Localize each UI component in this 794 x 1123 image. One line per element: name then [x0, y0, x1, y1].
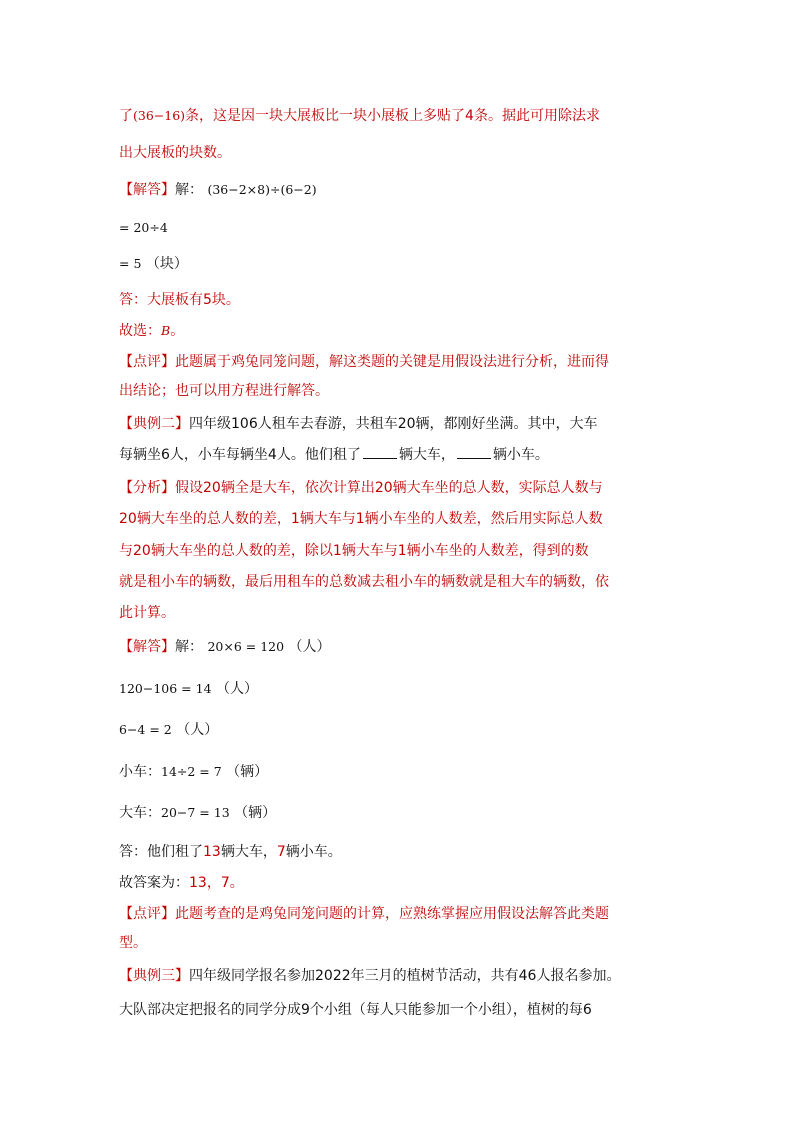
analysis2-line-3: 与20辆大车坐的总人数的差，除以1辆大车与1辆小车坐的人数差，得到的数 [119, 543, 589, 559]
unit: （人） [176, 722, 219, 738]
calc-label: 小车： [119, 764, 161, 780]
comment2-line-2: 型。 [119, 935, 147, 951]
answer-blank [363, 446, 397, 459]
solution-tag: 【解答】 [119, 639, 175, 655]
calc-step [119, 720, 218, 740]
example2-line-2 [119, 445, 549, 465]
math-expression: = 5 [119, 256, 142, 271]
comment2-line-1 [119, 904, 609, 924]
final-answer: 13，7。 [189, 875, 244, 891]
example2-line-1 [119, 414, 598, 434]
text-segment: 四年级106人租车去春游，共租车20辆，都刚好坐满。其中，大车 [189, 416, 598, 432]
text-segment: 辆小车。 [285, 844, 342, 860]
text-segment: 四年级同学报名参加2022年三月的植树节活动，共有46人报名参加。 [189, 968, 621, 984]
answer-line-2 [119, 842, 342, 862]
math-expression: 120−106 = 14 [119, 681, 212, 696]
comment-line-2: 出结论；也可以用方程进行解答。 [119, 383, 329, 399]
text-segment: 块。 [211, 292, 240, 308]
text-segment: 此题属于鸡兔同笼问题，解这类题的关键是用假设法进行分析，进而得 [175, 354, 609, 370]
calc-label: 大车： [119, 805, 161, 821]
solution-prefix: 解： [175, 639, 203, 655]
example-tag: 【典例二】 [119, 416, 189, 432]
text-segment: 辆小车。 [492, 447, 549, 463]
unit: （辆） [226, 764, 269, 780]
text-segment: 故选： [119, 323, 161, 339]
unit: （人） [288, 639, 331, 655]
answer-blank [457, 446, 491, 459]
text-segment: 每辆坐6人，小车每辆坐4人。他们租了 [119, 447, 361, 463]
text-segment: 条，这是因一块大展板比一块小展板上多贴了 [185, 108, 466, 124]
analysis2-line-4: 就是租小车的辆数，最后用租车的总数减去租小车的辆数就是租大车的辆数，依 [119, 574, 609, 590]
math-expression: 14÷2 = 7 [161, 764, 222, 779]
text-segment: 。 [170, 323, 185, 339]
analysis-tag: 【分析】 [119, 480, 175, 496]
calc-step [119, 679, 258, 699]
comment-tag: 【点评】 [119, 354, 175, 370]
analysis2-line-2: 20辆大车坐的总人数的差，1辆大车与1辆小车坐的人数差，然后用实际总人数 [119, 511, 603, 527]
math-expression: 20×6 = 120 [207, 639, 285, 654]
text-segment: 假设20辆全是大车，依次计算出20辆大车坐的总人数，实际总人数与 [175, 480, 603, 496]
math-expression: 6−4 = 2 [119, 722, 172, 737]
math-expression: 20−7 = 13 [161, 805, 230, 820]
number: 13 [203, 844, 221, 860]
analysis2-line-1 [119, 478, 603, 498]
comment-tag: 【点评】 [119, 906, 175, 922]
solution-prefix: 解： [175, 182, 203, 198]
calc-step [119, 762, 268, 782]
example3-line-2: 大队部决定把报名的同学分成9个小组（每人只能参加一个小组），植树的每6 [119, 1002, 592, 1018]
example-tag: 【典例三】 [119, 968, 189, 984]
analysis-line-2: 出大展板的块数。 [119, 145, 231, 161]
choice-letter: B [161, 323, 171, 338]
number: 5 [203, 292, 212, 308]
unit: （块） [145, 256, 188, 272]
text-segment: 答：他们租了 [119, 844, 203, 860]
comment-line-1 [119, 352, 609, 372]
solution-header-2 [119, 637, 331, 657]
text-segment: 条。据此可用除法求 [473, 108, 600, 124]
text-segment: 此题考查的是鸡兔同笼问题的计算，应熟练掌握应用假设法解答此类题 [175, 906, 609, 922]
final-answer-line [119, 873, 244, 893]
solution-tag: 【解答】 [119, 182, 175, 198]
answer-line-1 [119, 290, 240, 310]
calc-step [119, 254, 188, 274]
math-expression: (36−16) [133, 108, 186, 123]
unit: （辆） [234, 805, 277, 821]
choice-line [119, 321, 184, 341]
calc-step [119, 803, 276, 823]
text-segment: 辆大车， [398, 447, 455, 463]
analysis-line-1 [119, 106, 600, 126]
unit: （人） [215, 681, 258, 697]
text-segment: 答：大展板有 [119, 292, 203, 308]
text-segment: 故答案为： [119, 875, 189, 891]
solution-header-1 [119, 180, 317, 200]
text-segment: 了 [119, 108, 133, 124]
number: 7 [276, 844, 286, 860]
example3-line-1 [119, 966, 620, 986]
analysis2-line-5: 此计算。 [119, 605, 175, 621]
number: 4 [465, 108, 474, 124]
math-expression: (36−2×8)÷(6−2) [207, 182, 317, 197]
text-segment: 辆大车， [220, 844, 277, 860]
calc-step: = 20÷4 [119, 220, 168, 235]
